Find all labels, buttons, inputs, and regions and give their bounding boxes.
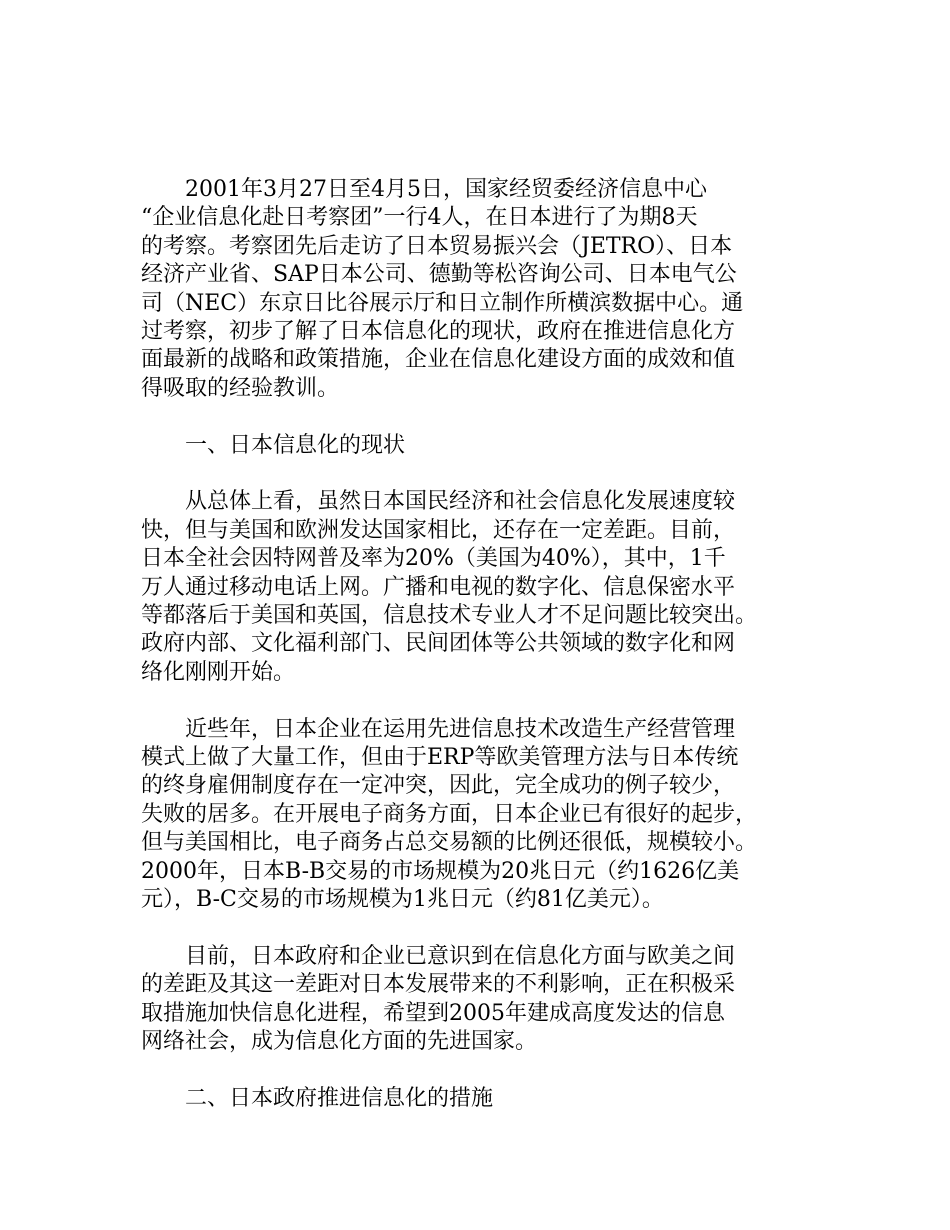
paragraph-spacer: [141, 403, 821, 431]
paragraph-line: 万人通过移动电话上网。广播和电视的数字化、信息保密水平: [141, 574, 736, 600]
paragraph-line: 快，但与美国和欧洲发达国家相比，还存在一定差距。目前，: [141, 517, 736, 543]
paragraph-line: 政府内部、文化福利部门、民间团体等公共领域的数字化和网: [141, 631, 736, 657]
paragraph-spacer: [141, 687, 821, 715]
body-paragraph-3: [141, 716, 821, 915]
paragraph-line: 的终身雇佣制度存在一定冲突，因此，完全成功的例子较少，: [141, 773, 736, 799]
paragraph-line: “企业信息化赴日考察团”一行4人，在日本进行了为期8天: [141, 205, 698, 231]
paragraph-line: 经济产业省、SAP日本公司、德勤等松咨询公司、日本电气公: [141, 262, 737, 288]
paragraph-spacer: [141, 1057, 821, 1085]
paragraph-line: 2000年，日本B-B交易的市场规模为20兆日元（约1626亿美: [141, 858, 740, 884]
paragraph-line: 的考察。考察团先后走访了日本贸易振兴会（JETRO）、日本: [141, 233, 733, 259]
paragraph-line: 元），B-C交易的市场规模为1兆日元（约81亿美元）。: [141, 887, 664, 913]
body-paragraph-1: [141, 176, 821, 403]
paragraph-line: 的差距及其这一差距对日本发展带来的不利影响，正在积极采: [141, 972, 736, 998]
paragraph-spacer: [141, 915, 821, 943]
paragraph-line: 日本全社会因特网普及率为20%（美国为40%），其中，1千: [141, 546, 726, 572]
body-paragraph-2: [141, 488, 821, 687]
section-heading-1: 一、日本信息化的现状: [185, 432, 406, 458]
paragraph-line: 模式上做了大量工作，但由于ERP等欧美管理方法与日本传统: [141, 745, 739, 771]
paragraph-line: 2001年3月27日至4月5日，国家经贸委经济信息中心: [185, 177, 707, 202]
paragraph-line: 近些年，日本企业在运用先进信息技术改造生产经营管理: [185, 716, 736, 742]
section-heading-2: 二、日本政府推进信息化的措施: [185, 1085, 494, 1111]
paragraph-line: 面最新的战略和政策措施，企业在信息化建设方面的成效和值: [141, 347, 736, 373]
paragraph-line: 得吸取的经验教训。: [141, 375, 340, 401]
paragraph-spacer: [141, 460, 821, 488]
paragraph-line: 取措施加快信息化进程，希望到2005年建成高度发达的信息: [141, 1000, 725, 1026]
paragraph-line: 络化刚刚开始。: [141, 659, 296, 685]
paragraph-line: 网络社会，成为信息化方面的先进国家。: [141, 1029, 538, 1055]
paragraph-line: 司（NEC）东京日比谷展示厅和日立制作所横滨数据中心。通: [141, 290, 744, 316]
paragraph-line: 失败的居多。在开展电子商务方面，日本企业已有很好的起步，: [141, 801, 758, 827]
document-body: [141, 176, 821, 1113]
paragraph-line: 从总体上看，虽然日本国民经济和社会信息化发展速度较: [185, 489, 736, 515]
paragraph-line: 目前，日本政府和企业已意识到在信息化方面与欧美之间: [185, 943, 736, 969]
paragraph-line: 等都落后于美国和英国，信息技术专业人才不足问题比较突出。: [141, 603, 758, 629]
paragraph-line: 但与美国相比，电子商务占总交易额的比例还很低，规模较小。: [141, 830, 758, 856]
body-paragraph-4: [141, 943, 821, 1057]
paragraph-line: 过考察，初步了解了日本信息化的现状，政府在推进信息化方: [141, 319, 736, 345]
